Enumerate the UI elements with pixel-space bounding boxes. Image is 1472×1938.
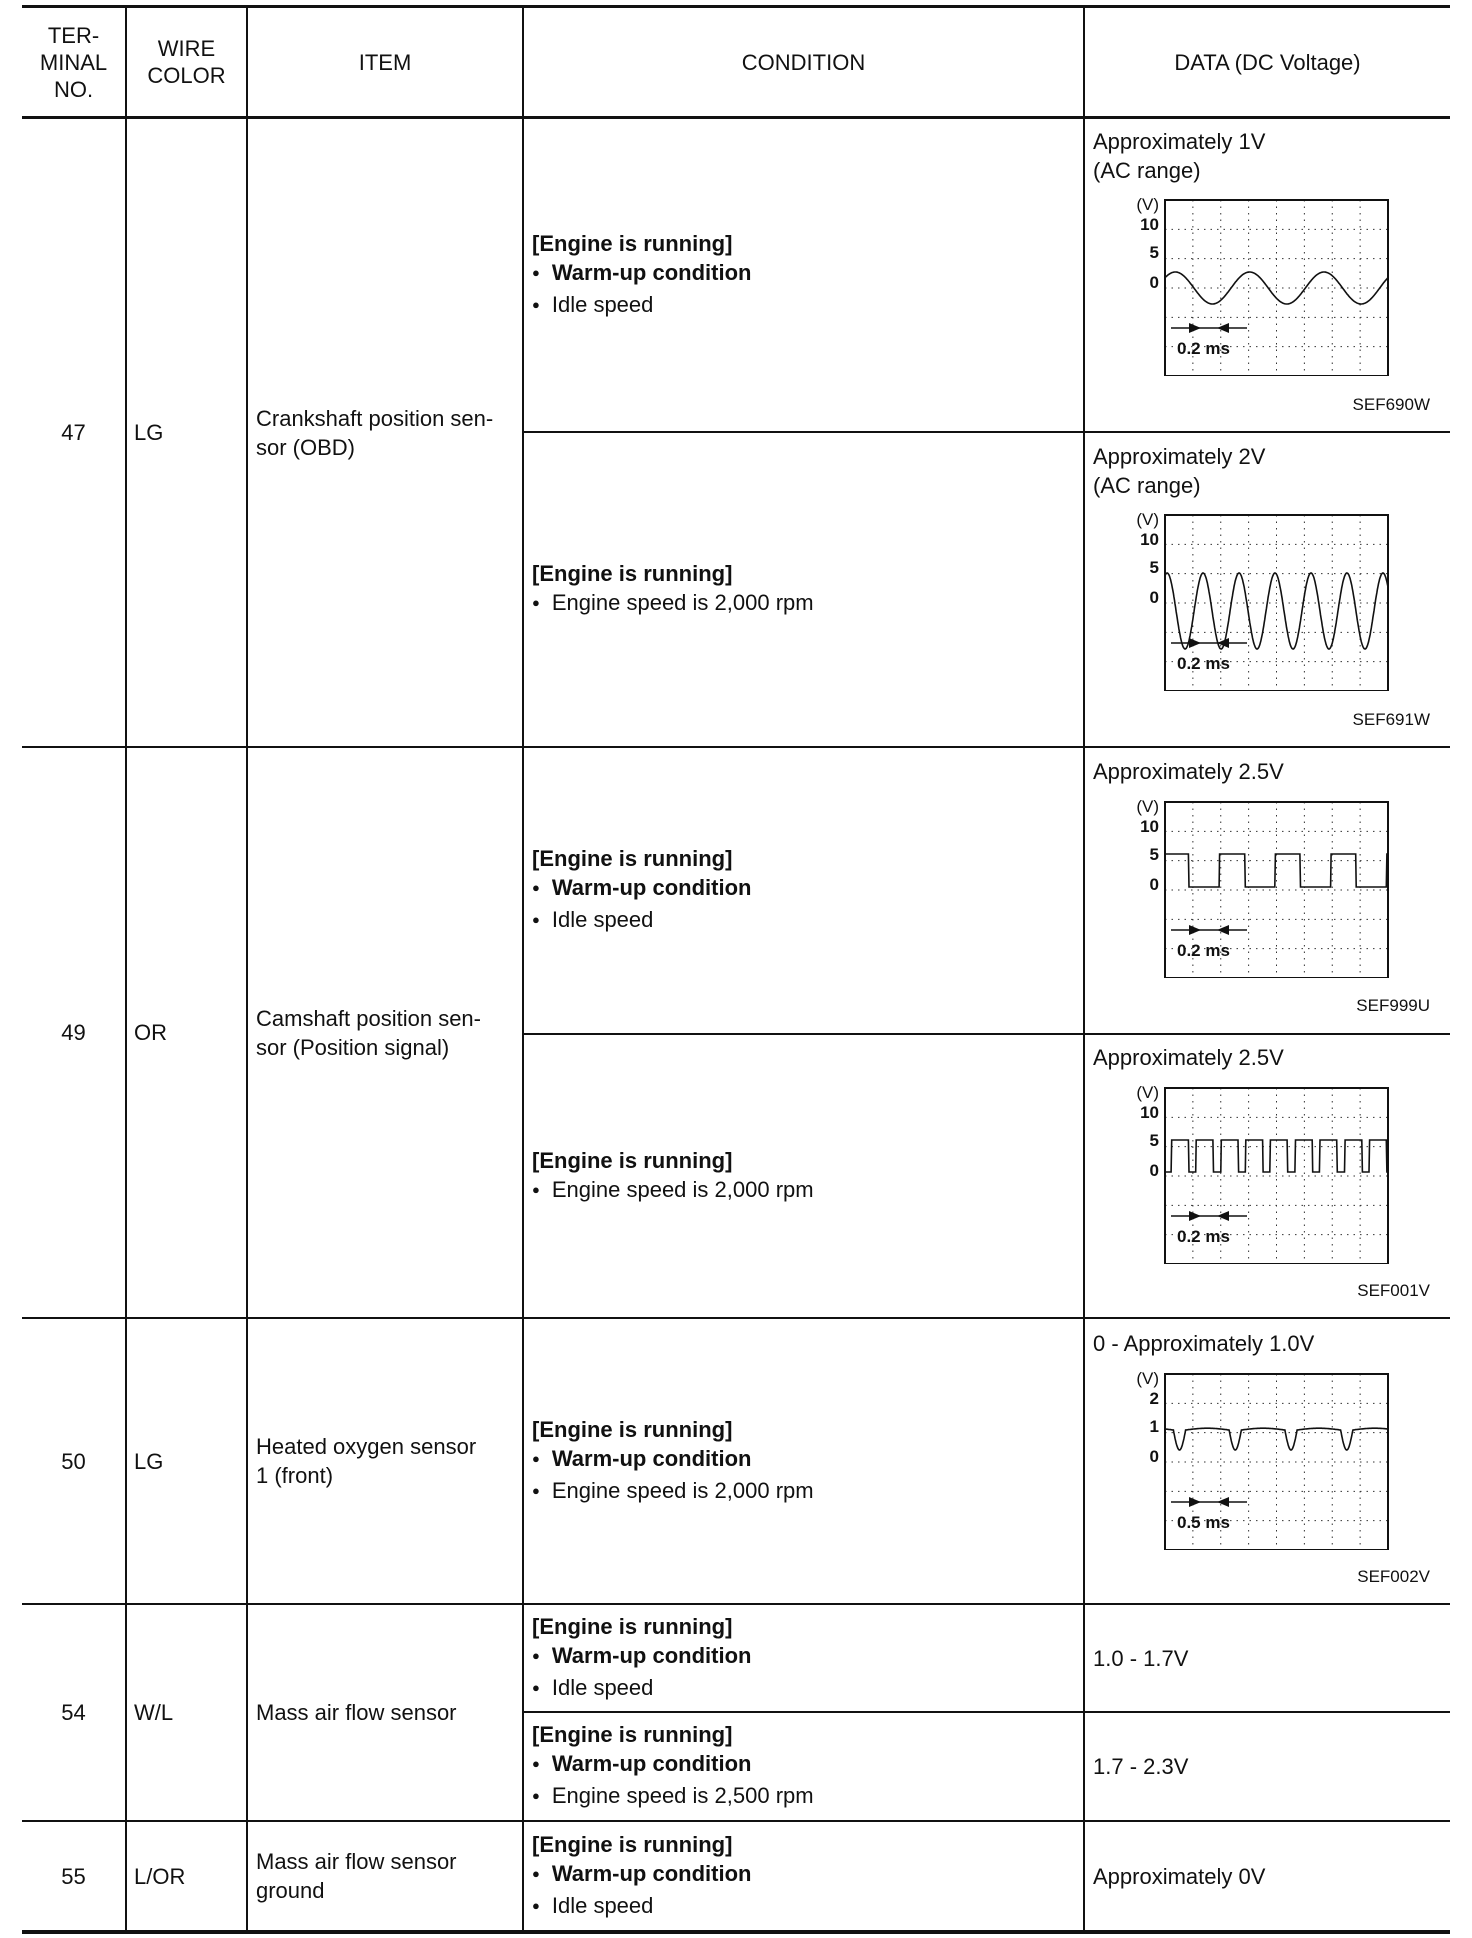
time-scale-label: 0.2 ms xyxy=(1177,339,1230,358)
col-divider-3 xyxy=(522,5,524,1934)
condition-bullet: ● Engine speed is 2,000 rpm xyxy=(532,1175,814,1207)
condition-cell xyxy=(532,1035,1080,1317)
col-divider-4 xyxy=(1083,5,1085,1934)
header-data: DATA (DC Voltage) xyxy=(1174,49,1361,75)
y-tick-label: 5 xyxy=(1149,845,1159,864)
condition-bullet: ● Engine speed is 2,500 rpm xyxy=(532,1781,814,1813)
header-condition: CONDITION xyxy=(741,49,866,75)
table-bottom-border xyxy=(22,1930,1450,1934)
col-divider-2 xyxy=(246,5,248,1934)
data-value: Approximately 1V (AC range) xyxy=(1093,129,1266,183)
figure-code: SEF690W xyxy=(1352,395,1430,414)
y-tick-label: 0 xyxy=(1149,273,1159,292)
condition-title: [Engine is running] xyxy=(532,230,733,256)
scope-svg xyxy=(1120,798,1390,978)
scope-svg xyxy=(1120,196,1390,376)
col-divider-1 xyxy=(125,5,127,1934)
figure-code: SEF691W xyxy=(1352,710,1430,729)
y-tick-label: 10 xyxy=(1140,215,1159,234)
terminal-no: 49 xyxy=(61,1020,86,1045)
condition-title: [Engine is running] xyxy=(532,1722,733,1747)
time-scale-label: 0.5 ms xyxy=(1177,1513,1230,1532)
y-unit-label: (V) xyxy=(1136,798,1159,816)
y-tick-label: 10 xyxy=(1140,530,1159,549)
wire-color: LG xyxy=(134,1448,164,1474)
wire-color: OR xyxy=(134,1020,167,1045)
figure-code: SEF001V xyxy=(1357,1281,1430,1300)
item-name: Heated oxygen sensor 1 (front) xyxy=(256,1434,477,1488)
time-scale-label: 0.2 ms xyxy=(1177,654,1230,673)
y-tick-label: 0 xyxy=(1149,588,1159,607)
figure-code: SEF999U xyxy=(1356,996,1430,1015)
wire-color: W/L xyxy=(134,1700,174,1725)
y-unit-label: (V) xyxy=(1136,511,1159,529)
y-unit-label: (V) xyxy=(1136,196,1159,214)
y-tick-label: 5 xyxy=(1149,243,1159,262)
item-name: Mass air flow sensor ground xyxy=(256,1849,457,1903)
time-arrow-head xyxy=(1217,323,1229,333)
condition-bullet: ● Warm-up condition xyxy=(532,1444,814,1476)
condition-title: [Engine is running] xyxy=(532,1416,733,1442)
y-unit-label: (V) xyxy=(1136,1370,1159,1388)
data-value: Approximately 2V (AC range) xyxy=(1093,444,1266,498)
time-arrow-head xyxy=(1189,925,1201,935)
y-tick-label: 10 xyxy=(1140,1103,1159,1122)
data-value: Approximately 2.5V xyxy=(1093,1045,1284,1070)
condition-bullet: ● Idle speed xyxy=(532,1673,751,1705)
y-tick-label: 0 xyxy=(1149,1447,1159,1466)
header-wire-color: WIRE COLOR xyxy=(147,36,226,88)
y-tick-label: 1 xyxy=(1149,1417,1159,1436)
condition-cell xyxy=(532,433,1080,746)
data-value: Approximately 0V xyxy=(1093,1863,1266,1889)
wire-color: LG xyxy=(134,420,164,445)
condition-title: [Engine is running] xyxy=(532,1147,733,1173)
condition-bullet: ● Engine speed is 2,000 rpm xyxy=(532,588,814,620)
condition-bullet: ● Engine speed is 2,000 rpm xyxy=(532,1476,814,1508)
item-name: Camshaft position sen- sor (Position signal) xyxy=(256,1005,481,1060)
condition-bullet: ● Idle speed xyxy=(532,1891,751,1923)
time-arrow-head xyxy=(1189,638,1201,648)
oscilloscope-graph xyxy=(1120,798,1390,983)
item-name: Mass air flow sensor xyxy=(256,1700,457,1725)
header-item: ITEM xyxy=(358,49,412,75)
data-value: 1.7 - 2.3V xyxy=(1093,1754,1189,1779)
data-value: 0 - Approximately 1.0V xyxy=(1093,1331,1315,1356)
y-tick-label: 10 xyxy=(1140,817,1159,836)
terminal-no: 50 xyxy=(61,1448,86,1474)
y-tick-label: 5 xyxy=(1149,558,1159,577)
item-name: Crankshaft position sen- sor (OBD) xyxy=(256,405,494,460)
scope-svg xyxy=(1120,1370,1390,1550)
header-terminal-no: TER- MINAL NO. xyxy=(39,22,108,102)
condition-title: [Engine is running] xyxy=(532,561,733,586)
terminal-no: 55 xyxy=(61,1863,86,1889)
waveform-trace xyxy=(1165,573,1388,649)
time-arrow-head xyxy=(1189,1211,1201,1221)
data-value: 1.0 - 1.7V xyxy=(1093,1645,1189,1671)
terminal-no: 54 xyxy=(61,1700,86,1725)
oscilloscope-graph xyxy=(1120,1084,1390,1269)
data-value: Approximately 2.5V xyxy=(1093,759,1284,784)
condition-title: [Engine is running] xyxy=(532,1831,733,1857)
condition-title: [Engine is running] xyxy=(532,1613,733,1639)
condition-cell xyxy=(532,1713,1080,1820)
condition-bullet: ● Warm-up condition xyxy=(532,1641,751,1673)
condition-bullet: ● Warm-up condition xyxy=(532,1749,814,1781)
condition-bullet: ● Warm-up condition xyxy=(532,1859,751,1891)
figure-code: SEF002V xyxy=(1357,1567,1430,1586)
condition-title: [Engine is running] xyxy=(532,846,733,871)
y-unit-label: (V) xyxy=(1136,1084,1159,1102)
condition-bullet: ● Idle speed xyxy=(532,290,751,322)
condition-cell xyxy=(532,119,1080,431)
time-arrow-head xyxy=(1217,1497,1229,1507)
time-arrow-head xyxy=(1189,323,1201,333)
time-arrow-head xyxy=(1217,1211,1229,1221)
time-scale-label: 0.2 ms xyxy=(1177,1227,1230,1246)
waveform-trace xyxy=(1165,854,1388,887)
time-scale-label: 0.2 ms xyxy=(1177,941,1230,960)
y-tick-label: 0 xyxy=(1149,1161,1159,1180)
condition-cell xyxy=(532,748,1080,1033)
condition-bullet: ● Warm-up condition xyxy=(532,258,751,290)
oscilloscope-graph xyxy=(1120,196,1390,381)
oscilloscope-graph xyxy=(1120,1370,1390,1555)
time-arrow-head xyxy=(1189,1497,1201,1507)
y-tick-label: 2 xyxy=(1149,1389,1159,1408)
y-tick-label: 5 xyxy=(1149,1131,1159,1150)
scope-svg xyxy=(1120,1084,1390,1264)
oscilloscope-graph xyxy=(1120,511,1390,696)
condition-bullet: ● Warm-up condition xyxy=(532,873,751,905)
y-tick-label: 0 xyxy=(1149,875,1159,894)
time-arrow-head xyxy=(1217,925,1229,935)
condition-bullet: ● Idle speed xyxy=(532,905,751,937)
scope-svg xyxy=(1120,511,1390,691)
wire-color: L/OR xyxy=(134,1863,186,1889)
condition-cell xyxy=(532,1605,1080,1711)
condition-cell xyxy=(532,1319,1080,1603)
terminal-no: 47 xyxy=(61,420,86,445)
condition-cell xyxy=(532,1822,1080,1930)
